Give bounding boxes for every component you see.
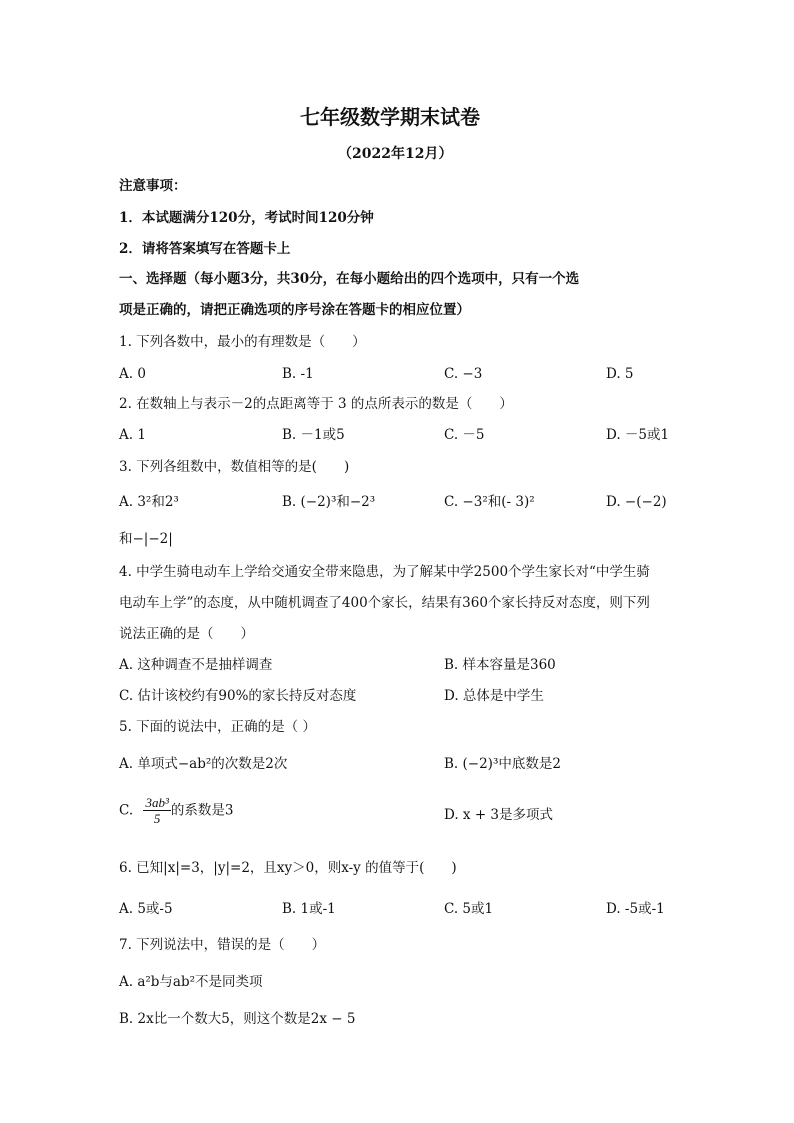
- question-1-stem: 1. 下列各数中，最小的有理数是（ ）: [119, 334, 366, 350]
- question-4-stem-line-1: 4. 中学生骑电动车上学给交通安全带来隐患，为了解某中学2500个学生家长对“中学生骑: [119, 564, 650, 580]
- question-4-stem-line-2: 电动车上学”的态度，从中随机调查了400个家长，结果有360个家长持反对态度，则下列: [119, 595, 650, 611]
- question-1-option-c: C. −3: [444, 366, 483, 382]
- page-title: 七年级数学期末试卷: [300, 105, 480, 129]
- question-7-stem: 7. 下列说法中，错误的是（ ）: [119, 937, 326, 953]
- question-2-option-a: A. 1: [119, 427, 146, 443]
- question-5-option-d: D. x + 3是多项式: [444, 807, 554, 823]
- question-5-option-b: B. (−2)³中底数是2: [444, 756, 561, 772]
- section-heading-line-1: 一、选择题（每小题3分，共30分，在每小题给出的四个选项中，只有一个选: [119, 271, 580, 287]
- question-2-option-c: C. －5: [444, 427, 485, 443]
- question-3-option-b: B. (−2)³和−2³: [282, 494, 376, 510]
- fraction: [143, 795, 170, 826]
- fraction-denominator: 5: [153, 811, 161, 826]
- question-3-option-c: C. −3²和(- 3)²: [444, 494, 535, 510]
- question-6-option-b: B. 1或-1: [282, 901, 336, 917]
- question-3-option-d: D. −(−2): [606, 494, 667, 510]
- question-3-stem: 3. 下列各组数中，数值相等的是( ): [119, 459, 350, 475]
- question-4-option-d: D. 总体是中学生: [444, 688, 544, 704]
- question-2-option-b: B. －1或5: [282, 427, 345, 443]
- question-2-stem: 2. 在数轴上与表示－2的点距离等于 3 的点所表示的数是（ ）: [119, 396, 513, 412]
- question-4-option-a: A. 这种调查不是抽样调查: [119, 657, 273, 673]
- question-4-option-c: C. 估计该校约有90%的家长持反对态度: [119, 688, 357, 704]
- question-3-option-d-continuation: 和−|−2|: [119, 531, 173, 547]
- question-1-option-d: D. 5: [606, 366, 634, 382]
- question-6-stem: 6. 已知|x|=3，|y|=2，且xy＞0，则x-y 的值等于( ): [119, 860, 457, 876]
- section-heading-line-2: 项是正确的，请把正确选项的序号涂在答题卡的相应位置）: [119, 302, 470, 318]
- question-1-option-b: B. -1: [282, 366, 314, 382]
- question-5-option-c-label: C.: [119, 802, 134, 819]
- question-6-option-a: A. 5或-5: [119, 901, 173, 917]
- notice-item-2: 2．请将答案填写在答题卡上: [119, 241, 291, 257]
- question-5-option-c-text: 的系数是3: [170, 802, 234, 819]
- question-6-option-d: D. -5或-1: [606, 901, 665, 917]
- question-2-option-d: D. －5或1: [606, 427, 670, 443]
- question-5-option-a: A. 单项式−ab²的次数是2次: [119, 756, 288, 772]
- question-4-option-b: B. 样本容量是360: [444, 657, 556, 673]
- question-7-option-b: B. 2x比一个数大5，则这个数是2x − 5: [119, 1011, 356, 1027]
- question-5-stem: 5. 下面的说法中，正确的是（ ）: [119, 719, 316, 735]
- question-4-stem-line-3: 说法正确的是（ ）: [119, 626, 254, 642]
- question-1-option-a: A. 0: [119, 366, 146, 382]
- question-6-option-c: C. 5或1: [444, 901, 494, 917]
- question-3-option-a: A. 3²和2³: [119, 494, 179, 510]
- question-5-option-c: [119, 795, 233, 826]
- notice-heading: 注意事项：: [119, 178, 187, 194]
- exam-date: （2022年12月）: [338, 146, 453, 162]
- question-7-option-a: A. a²b与ab²不是同类项: [119, 974, 263, 990]
- notice-item-1: 1．本试题满分120分，考试时间120分钟: [119, 210, 374, 226]
- fraction-numerator: 3ab³: [145, 795, 169, 810]
